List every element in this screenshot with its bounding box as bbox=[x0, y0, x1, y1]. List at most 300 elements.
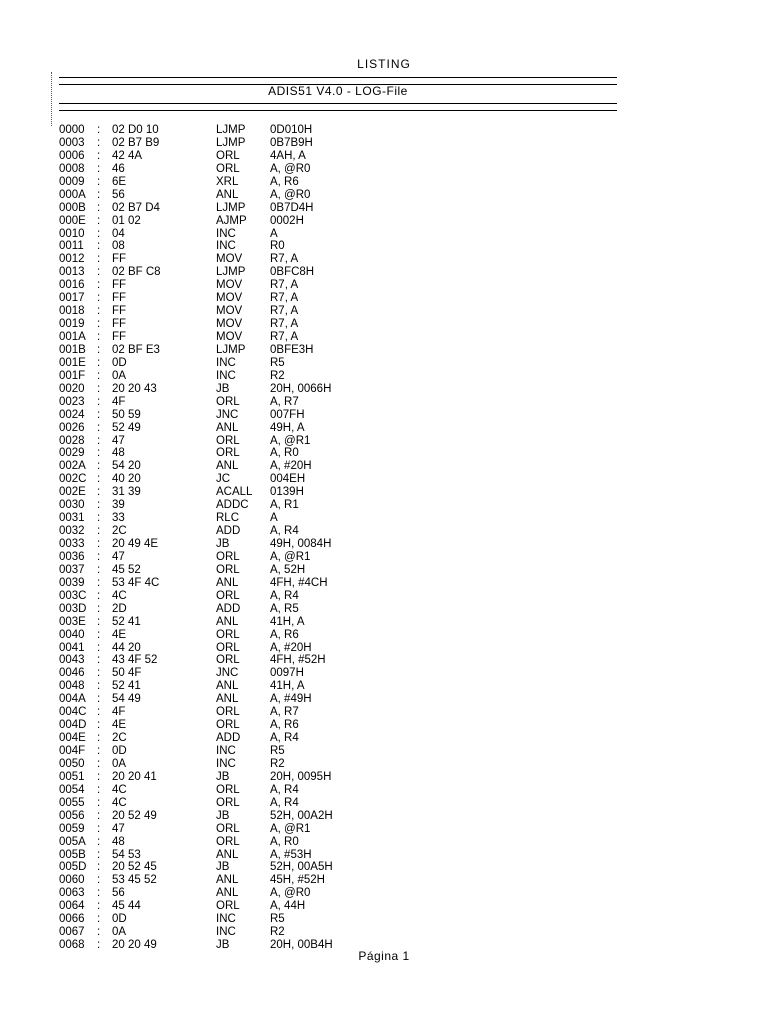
operand-cell: A, R0 bbox=[270, 835, 299, 848]
mnemonic-cell: ORL bbox=[216, 641, 240, 654]
operand-cell: 0097H bbox=[270, 667, 304, 680]
operand-cell: A, @R0 bbox=[270, 887, 311, 900]
opcode-bytes-cell: 2D bbox=[112, 602, 127, 615]
listing-row bbox=[59, 460, 619, 473]
opcode-bytes-cell: 50 4F bbox=[112, 667, 142, 680]
separator-cell: : bbox=[97, 292, 101, 305]
listing-row bbox=[59, 279, 619, 292]
opcode-bytes-cell: 0D bbox=[112, 745, 127, 757]
operand-cell: R7, A bbox=[270, 331, 299, 343]
address-cell: 004C bbox=[59, 706, 87, 719]
opcode-bytes-cell: 56 bbox=[112, 188, 125, 201]
mnemonic-cell: ADD bbox=[216, 602, 241, 615]
opcode-bytes-cell: 47 bbox=[112, 434, 125, 447]
mnemonic-cell: ORL bbox=[216, 434, 240, 447]
address-cell: 0046 bbox=[59, 667, 85, 680]
address-cell: 0009 bbox=[59, 175, 85, 188]
separator-cell: : bbox=[97, 706, 101, 719]
operand-cell: A, R4 bbox=[270, 589, 299, 602]
opcode-bytes-cell: 2C bbox=[112, 732, 127, 745]
separator-cell: : bbox=[97, 628, 101, 641]
separator-cell: : bbox=[97, 434, 101, 447]
address-cell: 0013 bbox=[59, 266, 85, 279]
operand-cell: R5 bbox=[270, 913, 285, 926]
opcode-bytes-cell: 53 4F 4C bbox=[112, 576, 160, 589]
operand-cell: A, R6 bbox=[270, 628, 299, 641]
mnemonic-cell: LJMP bbox=[216, 136, 246, 149]
operand-cell: 0B7B9H bbox=[270, 136, 313, 149]
separator-cell: : bbox=[97, 331, 101, 343]
address-cell: 002C bbox=[59, 473, 87, 486]
listing-row bbox=[59, 900, 619, 913]
listing-row bbox=[59, 150, 619, 163]
address-cell: 001A bbox=[59, 331, 86, 343]
listing-row bbox=[59, 849, 619, 862]
operand-cell: R7, A bbox=[270, 305, 299, 318]
listing-row bbox=[59, 603, 619, 616]
opcode-bytes-cell: 43 4F 52 bbox=[112, 654, 158, 667]
opcode-bytes-cell: 4E bbox=[112, 719, 127, 732]
separator-cell: : bbox=[97, 253, 101, 266]
separator-cell: : bbox=[97, 641, 101, 654]
address-cell: 001B bbox=[59, 343, 86, 356]
operand-cell: 41H, A bbox=[270, 680, 305, 693]
separator-cell: : bbox=[97, 680, 101, 693]
separator-cell: : bbox=[97, 783, 101, 796]
opcode-bytes-cell: 2C bbox=[112, 525, 127, 538]
separator-cell: : bbox=[97, 887, 101, 900]
listing-row bbox=[59, 292, 619, 305]
mnemonic-cell: ANL bbox=[216, 460, 239, 473]
separator-cell: : bbox=[97, 149, 101, 162]
address-cell: 0054 bbox=[59, 783, 85, 796]
listing-row bbox=[59, 784, 619, 797]
listing-row bbox=[59, 215, 619, 228]
mnemonic-cell: INC bbox=[216, 926, 236, 939]
address-cell: 0012 bbox=[59, 253, 85, 266]
mnemonic-cell: ANL bbox=[216, 887, 239, 900]
listing-row bbox=[59, 861, 619, 874]
mnemonic-cell: JB bbox=[216, 939, 230, 952]
separator-cell: : bbox=[97, 136, 101, 149]
mnemonic-cell: ACALL bbox=[216, 486, 253, 499]
listing-row bbox=[59, 629, 619, 642]
address-cell: 001E bbox=[59, 356, 86, 369]
opcode-bytes-cell: FF bbox=[112, 292, 127, 305]
listing-row bbox=[59, 499, 619, 512]
operand-cell: A, #49H bbox=[270, 693, 312, 706]
operand-cell: 49H, A bbox=[270, 421, 305, 434]
address-cell: 0031 bbox=[59, 512, 85, 525]
separator-cell: : bbox=[97, 835, 101, 848]
operand-cell: A, @R1 bbox=[270, 822, 311, 835]
separator-cell: : bbox=[97, 796, 101, 809]
mnemonic-cell: MOV bbox=[216, 305, 243, 318]
listing-row bbox=[59, 771, 619, 784]
mnemonic-cell: INC bbox=[216, 227, 236, 240]
mnemonic-cell: MOV bbox=[216, 279, 243, 292]
separator-cell: : bbox=[97, 770, 101, 783]
address-cell: 003C bbox=[59, 589, 87, 602]
mnemonic-cell: ORL bbox=[216, 822, 240, 835]
address-cell: 0064 bbox=[59, 900, 85, 913]
separator-cell: : bbox=[97, 848, 101, 861]
listing-row bbox=[59, 435, 619, 448]
address-cell: 0068 bbox=[59, 939, 85, 952]
mnemonic-cell: ORL bbox=[216, 796, 240, 809]
opcode-bytes-cell: 33 bbox=[112, 512, 125, 525]
separator-cell: : bbox=[97, 240, 101, 253]
listing-row bbox=[59, 836, 619, 849]
listing-row bbox=[59, 745, 619, 758]
mnemonic-cell: AJMP bbox=[216, 214, 247, 227]
mnemonic-cell: XRL bbox=[216, 175, 239, 188]
opcode-bytes-cell: 20 49 4E bbox=[112, 538, 159, 550]
opcode-bytes-cell: 54 49 bbox=[112, 693, 141, 706]
listing-row bbox=[59, 163, 619, 176]
separator-cell: : bbox=[97, 214, 101, 227]
separator-cell: : bbox=[97, 939, 101, 952]
address-cell: 0016 bbox=[59, 279, 85, 292]
listing-row bbox=[59, 409, 619, 422]
mnemonic-cell: ORL bbox=[216, 589, 240, 602]
address-cell: 0051 bbox=[59, 770, 85, 783]
operand-cell: R7, A bbox=[270, 279, 299, 292]
address-cell: 0048 bbox=[59, 680, 85, 693]
listing-row bbox=[59, 202, 619, 215]
address-cell: 0041 bbox=[59, 641, 85, 654]
opcode-bytes-cell: 54 53 bbox=[112, 848, 141, 861]
address-cell: 004E bbox=[59, 732, 86, 745]
address-cell: 004D bbox=[59, 719, 87, 732]
mnemonic-cell: ORL bbox=[216, 628, 240, 641]
separator-cell: : bbox=[97, 305, 101, 318]
separator-cell: : bbox=[97, 227, 101, 240]
listing-row bbox=[59, 577, 619, 590]
mnemonic-cell: ORL bbox=[216, 162, 240, 175]
operand-cell: R7, A bbox=[270, 253, 299, 266]
listing-row bbox=[59, 396, 619, 409]
operand-cell: R0 bbox=[270, 240, 285, 253]
separator-cell: : bbox=[97, 279, 101, 292]
separator-cell: : bbox=[97, 693, 101, 706]
address-cell: 0037 bbox=[59, 563, 85, 576]
opcode-bytes-cell: 20 20 43 bbox=[112, 382, 157, 395]
address-cell: 0067 bbox=[59, 926, 85, 939]
address-cell: 0050 bbox=[59, 757, 85, 770]
listing-row bbox=[59, 137, 619, 150]
mnemonic-cell: ADDC bbox=[216, 499, 249, 512]
separator-cell: : bbox=[97, 926, 101, 939]
operand-cell: 004EH bbox=[270, 473, 306, 486]
opcode-bytes-cell: 04 bbox=[112, 227, 125, 240]
listing-row bbox=[59, 719, 619, 732]
separator-cell: : bbox=[97, 822, 101, 835]
opcode-bytes-cell: 0D bbox=[112, 913, 127, 926]
opcode-bytes-cell: 47 bbox=[112, 822, 125, 835]
opcode-bytes-cell: 42 4A bbox=[112, 149, 143, 162]
operand-cell: 49H, 0084H bbox=[270, 538, 332, 550]
operand-cell: A, #20H bbox=[270, 460, 312, 473]
operand-cell: R2 bbox=[270, 757, 285, 770]
address-cell: 004F bbox=[59, 745, 86, 757]
mnemonic-cell: ANL bbox=[216, 421, 239, 434]
opcode-bytes-cell: 48 bbox=[112, 835, 125, 848]
opcode-bytes-cell: 02 D0 10 bbox=[112, 124, 159, 136]
operand-cell: 52H, 00A2H bbox=[270, 809, 333, 822]
listing-row bbox=[59, 344, 619, 357]
opcode-bytes-cell: 4E bbox=[112, 628, 127, 641]
separator-cell: : bbox=[97, 369, 101, 382]
address-cell: 0008 bbox=[59, 162, 85, 175]
address-cell: 000B bbox=[59, 201, 86, 214]
mnemonic-cell: MOV bbox=[216, 292, 243, 305]
listing-row bbox=[59, 616, 619, 629]
opcode-bytes-cell: 39 bbox=[112, 499, 125, 512]
page-title: LISTING bbox=[357, 57, 411, 71]
address-cell: 0024 bbox=[59, 408, 85, 421]
mnemonic-cell: ORL bbox=[216, 447, 240, 460]
listing-row bbox=[59, 228, 619, 241]
operand-cell: A, R7 bbox=[270, 395, 299, 408]
address-cell: 003D bbox=[59, 602, 87, 615]
mnemonic-cell: ANL bbox=[216, 188, 239, 201]
operand-cell: A, @R1 bbox=[270, 550, 311, 563]
address-cell: 001F bbox=[59, 369, 86, 382]
separator-cell: : bbox=[97, 757, 101, 770]
operand-cell: A, R5 bbox=[270, 602, 299, 615]
operand-cell: 41H, A bbox=[270, 615, 305, 628]
listing-row bbox=[59, 305, 619, 318]
mnemonic-cell: ORL bbox=[216, 783, 240, 796]
address-cell: 0003 bbox=[59, 136, 85, 149]
listing-row bbox=[59, 551, 619, 564]
operand-cell: 0139H bbox=[270, 486, 304, 499]
separator-cell: : bbox=[97, 667, 101, 680]
opcode-bytes-cell: 56 bbox=[112, 887, 125, 900]
address-cell: 0043 bbox=[59, 654, 85, 667]
address-cell: 0023 bbox=[59, 395, 85, 408]
separator-cell: : bbox=[97, 447, 101, 460]
page-number: Página 1 bbox=[358, 949, 410, 963]
opcode-bytes-cell: 20 20 41 bbox=[112, 770, 157, 783]
opcode-bytes-cell: 02 B7 B9 bbox=[112, 136, 160, 149]
separator-cell: : bbox=[97, 460, 101, 473]
listing-row bbox=[59, 654, 619, 667]
opcode-bytes-cell: 4F bbox=[112, 706, 126, 719]
operand-cell: A, R4 bbox=[270, 732, 299, 745]
operand-cell: 4AH, A bbox=[270, 149, 306, 162]
listing-row bbox=[59, 693, 619, 706]
listing-row bbox=[59, 590, 619, 603]
mnemonic-cell: INC bbox=[216, 240, 236, 253]
separator-cell: : bbox=[97, 124, 101, 136]
opcode-bytes-cell: 0A bbox=[112, 757, 127, 770]
mnemonic-cell: ORL bbox=[216, 395, 240, 408]
operand-cell: 007FH bbox=[270, 408, 305, 421]
mnemonic-cell: MOV bbox=[216, 318, 243, 331]
address-cell: 0000 bbox=[59, 124, 85, 136]
mnemonic-cell: MOV bbox=[216, 253, 243, 266]
opcode-bytes-cell: 4C bbox=[112, 783, 127, 796]
listing-row bbox=[59, 253, 619, 266]
separator-cell: : bbox=[97, 201, 101, 214]
operand-cell: A, @R0 bbox=[270, 162, 311, 175]
operand-cell: A, @R1 bbox=[270, 434, 311, 447]
mnemonic-cell: ORL bbox=[216, 654, 240, 667]
mnemonic-cell: LJMP bbox=[216, 266, 246, 279]
opcode-bytes-cell: 44 20 bbox=[112, 641, 141, 654]
address-cell: 004A bbox=[59, 693, 86, 706]
listing-row bbox=[59, 823, 619, 836]
mnemonic-cell: ANL bbox=[216, 874, 239, 887]
separator-cell: : bbox=[97, 615, 101, 628]
address-cell: 0030 bbox=[59, 499, 85, 512]
separator-cell: : bbox=[97, 162, 101, 175]
separator-cell: : bbox=[97, 175, 101, 188]
separator-cell: : bbox=[97, 408, 101, 421]
mnemonic-cell: INC bbox=[216, 356, 236, 369]
mnemonic-cell: RLC bbox=[216, 512, 240, 525]
mnemonic-cell: LJMP bbox=[216, 201, 246, 214]
mnemonic-cell: ORL bbox=[216, 149, 240, 162]
mnemonic-cell: ORL bbox=[216, 835, 240, 848]
address-cell: 000E bbox=[59, 214, 86, 227]
opcode-bytes-cell: FF bbox=[112, 318, 127, 331]
listing-row bbox=[59, 383, 619, 396]
separator-cell: : bbox=[97, 732, 101, 745]
listing-row bbox=[59, 266, 619, 279]
operand-cell: R7, A bbox=[270, 292, 299, 305]
mnemonic-cell: INC bbox=[216, 745, 236, 757]
opcode-bytes-cell: 52 41 bbox=[112, 615, 141, 628]
listing-row bbox=[59, 758, 619, 771]
address-cell: 0033 bbox=[59, 538, 85, 550]
separator-cell: : bbox=[97, 900, 101, 913]
separator-cell: : bbox=[97, 356, 101, 369]
separator-cell: : bbox=[97, 395, 101, 408]
mnemonic-cell: ANL bbox=[216, 693, 239, 706]
opcode-bytes-cell: 02 B7 D4 bbox=[112, 201, 160, 214]
operand-cell: 0D010H bbox=[270, 124, 313, 136]
separator-cell: : bbox=[97, 861, 101, 874]
operand-cell: A, #20H bbox=[270, 641, 312, 654]
address-cell: 0059 bbox=[59, 822, 85, 835]
listing-row bbox=[59, 124, 619, 137]
address-cell: 0039 bbox=[59, 576, 85, 589]
address-cell: 000A bbox=[59, 188, 86, 201]
operand-cell: R5 bbox=[270, 745, 285, 757]
opcode-bytes-cell: 4F bbox=[112, 395, 126, 408]
operand-cell: 20H, 0095H bbox=[270, 770, 332, 783]
address-cell: 0029 bbox=[59, 447, 85, 460]
operand-cell: 0BFC8H bbox=[270, 266, 315, 279]
header-rule-bottom bbox=[59, 103, 617, 111]
listing-row bbox=[59, 706, 619, 719]
separator-cell: : bbox=[97, 382, 101, 395]
operand-cell: A, R6 bbox=[270, 719, 299, 732]
opcode-bytes-cell: FF bbox=[112, 331, 127, 343]
separator-cell: : bbox=[97, 473, 101, 486]
opcode-bytes-cell: 46 bbox=[112, 162, 125, 175]
separator-cell: : bbox=[97, 874, 101, 887]
mnemonic-cell: ORL bbox=[216, 900, 240, 913]
mnemonic-cell: JB bbox=[216, 770, 230, 783]
address-cell: 0020 bbox=[59, 382, 85, 395]
listing-row bbox=[59, 926, 619, 939]
separator-cell: : bbox=[97, 421, 101, 434]
listing-row bbox=[59, 797, 619, 810]
operand-cell: 20H, 0066H bbox=[270, 382, 332, 395]
address-cell: 0017 bbox=[59, 292, 85, 305]
listing-row bbox=[59, 874, 619, 887]
operand-cell: A, R7 bbox=[270, 706, 299, 719]
opcode-bytes-cell: 0D bbox=[112, 356, 127, 369]
separator-cell: : bbox=[97, 563, 101, 576]
operand-cell: 20H, 00B4H bbox=[270, 939, 333, 952]
opcode-bytes-cell: 45 44 bbox=[112, 900, 141, 913]
listing-row bbox=[59, 667, 619, 680]
mnemonic-cell: ANL bbox=[216, 615, 239, 628]
operand-cell: R7, A bbox=[270, 318, 299, 331]
opcode-bytes-cell: FF bbox=[112, 253, 127, 266]
listing-row bbox=[59, 447, 619, 460]
mnemonic-cell: INC bbox=[216, 757, 236, 770]
listing-row bbox=[59, 525, 619, 538]
mnemonic-cell: LJMP bbox=[216, 343, 246, 356]
mnemonic-cell: ANL bbox=[216, 576, 239, 589]
mnemonic-cell: JNC bbox=[216, 667, 239, 680]
operand-cell: A, R4 bbox=[270, 783, 299, 796]
mnemonic-cell: ORL bbox=[216, 706, 240, 719]
opcode-bytes-cell: 01 02 bbox=[112, 214, 141, 227]
address-cell: 005A bbox=[59, 835, 86, 848]
separator-cell: : bbox=[97, 343, 101, 356]
mnemonic-cell: JB bbox=[216, 809, 230, 822]
separator-cell: : bbox=[97, 538, 101, 550]
listing-row bbox=[59, 318, 619, 331]
listing-row bbox=[59, 642, 619, 655]
opcode-bytes-cell: 54 20 bbox=[112, 460, 141, 473]
address-cell: 0006 bbox=[59, 149, 85, 162]
operand-cell: A, R4 bbox=[270, 525, 299, 538]
operand-cell: A bbox=[270, 227, 278, 240]
margin-dotted-line bbox=[51, 72, 54, 126]
opcode-bytes-cell: 45 52 bbox=[112, 563, 141, 576]
separator-cell: : bbox=[97, 589, 101, 602]
separator-cell: : bbox=[97, 550, 101, 563]
opcode-bytes-cell: 08 bbox=[112, 240, 125, 253]
address-cell: 0026 bbox=[59, 421, 85, 434]
log-file-header: ADIS51 V4.0 - LOG-File bbox=[268, 84, 408, 98]
operand-cell: A, #53H bbox=[270, 848, 312, 861]
separator-cell: : bbox=[97, 318, 101, 331]
opcode-bytes-cell: 52 49 bbox=[112, 421, 141, 434]
operand-cell: A, R0 bbox=[270, 447, 299, 460]
mnemonic-cell: JB bbox=[216, 538, 230, 550]
address-cell: 005B bbox=[59, 848, 86, 861]
separator-cell: : bbox=[97, 525, 101, 538]
operand-cell: 4FH, #52H bbox=[270, 654, 326, 667]
address-cell: 0018 bbox=[59, 305, 85, 318]
operand-cell: R5 bbox=[270, 356, 285, 369]
assembly-listing bbox=[59, 124, 619, 952]
separator-cell: : bbox=[97, 654, 101, 667]
operand-cell: 0002H bbox=[270, 214, 304, 227]
address-cell: 0066 bbox=[59, 913, 85, 926]
opcode-bytes-cell: 52 41 bbox=[112, 680, 141, 693]
separator-cell: : bbox=[97, 188, 101, 201]
